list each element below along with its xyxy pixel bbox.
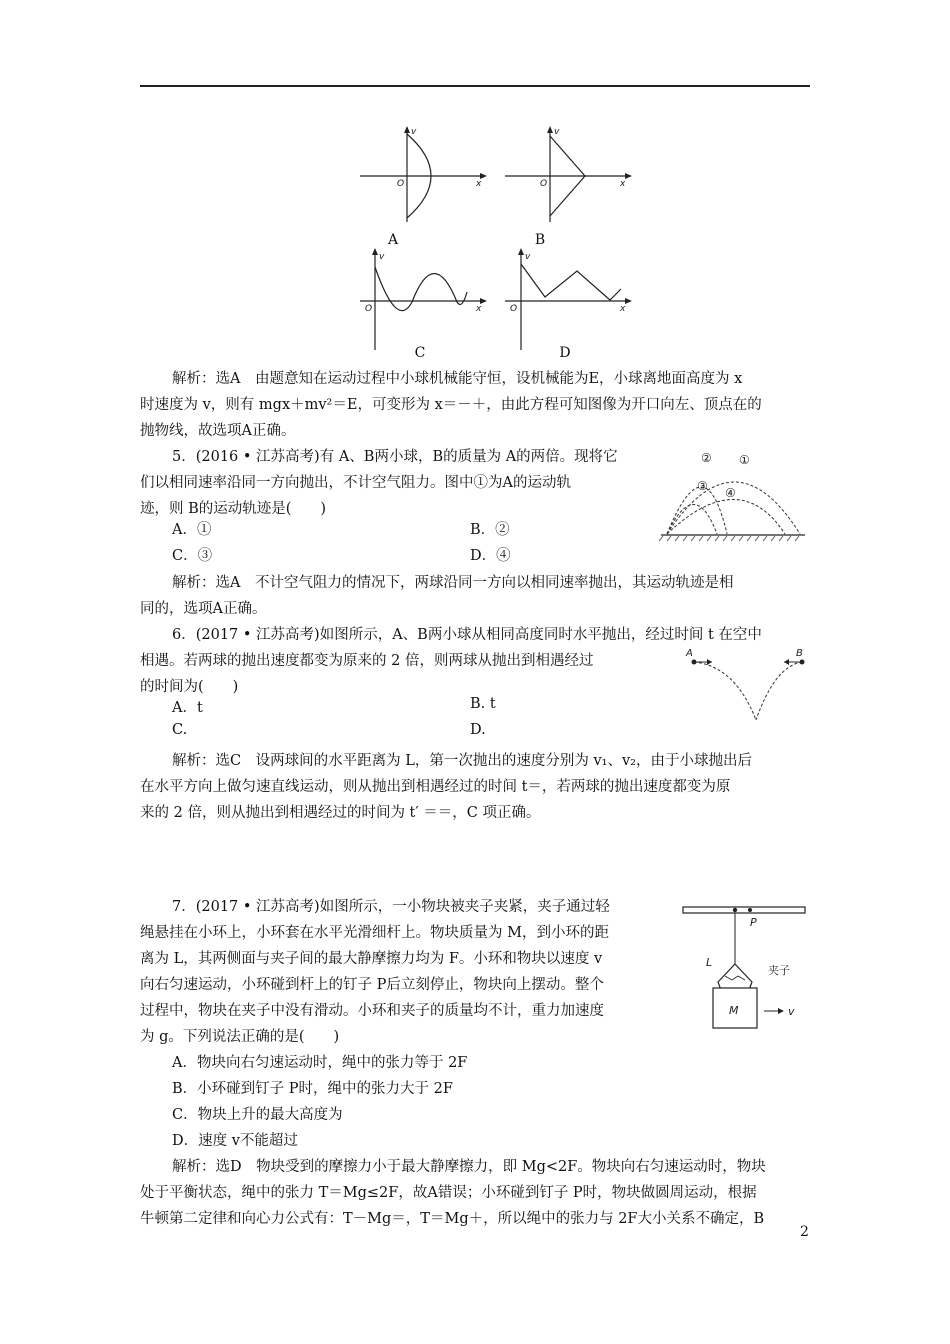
graph-b-origin: O — [540, 179, 548, 189]
q5-stem-line-2: 们以相同速率沿同一方向抛出，不计空气阻力。图中①为A的运动轨 — [140, 475, 571, 491]
graph-caption-a: A — [387, 232, 399, 248]
q6-option-b: B. t — [470, 696, 496, 712]
trajectory-label-1: ① — [739, 453, 750, 467]
q6-analysis-line-3: 来的 2 倍，则从抛出到相遇经过的时间为 t′ ＝＝，C 项正确。 — [140, 805, 541, 821]
graph-d-x-label: x — [620, 304, 626, 314]
header-rule — [140, 85, 810, 87]
q7-analysis-line-3: 牛顿第二定律和向心力公式有：T－Mg＝，T＝Mg＋，所以绳中的张力与 2F大小关系不确定，B — [140, 1211, 765, 1227]
q5-option-c: C．③ — [172, 548, 213, 564]
graph-d-origin: O — [510, 304, 518, 314]
q6-option-a: A．t — [172, 700, 203, 716]
q6-stem-line-1: 6．(2017 • 江苏高考)如图所示，A、B两小球从相同高度同时水平抛出，经过时间 t 在空中 — [172, 627, 762, 643]
q6-meeting-figure — [680, 644, 820, 726]
q5-analysis-line-1: 解析：选A 不计空气阻力的情况下，两球沿同一方向以相同速率抛出，其运动轨迹是相 — [172, 575, 734, 591]
q7-stem-line-6: 为 g。下列说法正确的是( ) — [140, 1029, 340, 1045]
q6-stem-line-2: 相遇。若两球的抛出速度都变为原来的 2 倍，则两球从抛出到相遇经过 — [140, 653, 594, 669]
q6-analysis-line-1: 解析：选C 设两球间的水平距离为 L，第一次抛出的速度分别为 v₁、v₂，由于小球抛出后 — [172, 753, 752, 769]
q7-stem-line-1: 7．(2017 • 江苏高考)如图所示，一小物块被夹子夹紧，夹子通过轻 — [172, 899, 610, 915]
graph-a-origin: O — [397, 179, 405, 189]
q7-option-b: B．小环碰到钉子 P时，绳中的张力大于 2F — [172, 1081, 453, 1097]
graph-c-x-label: x — [476, 304, 482, 314]
q7-stem-line-3: 离为 L，其两侧面与夹子间的最大静摩擦力均为 F。小环和物块以速度 v — [140, 951, 603, 967]
q6-analysis-line-2: 在水平方向上做匀速直线运动，则从抛出到相遇经过的时间 t＝，若两球的抛出速度都变为原 — [140, 779, 731, 795]
q5-analysis-line-2: 同的，选项A正确。 — [140, 601, 267, 617]
q7-velocity-label: v — [788, 1005, 795, 1018]
q7-analysis-line-1: 解析：选D 物块受到的摩擦力小于最大静摩擦力，即 Mg<2F。物块向右匀速运动时，物块 — [172, 1159, 766, 1175]
q7-option-a: A．物块向右匀速运动时，绳中的张力等于 2F — [172, 1055, 468, 1071]
graph-caption-b: B — [534, 232, 546, 248]
q5-option-b: B．② — [470, 522, 510, 538]
graph-b-x-label: x — [620, 179, 626, 189]
graph-a-x-label: x — [476, 179, 482, 189]
q6-stem-line-3: 的时间为( ) — [140, 679, 239, 695]
q7-length-label: L — [706, 956, 713, 969]
q7-mass-label: M — [729, 1004, 739, 1017]
q7-stem-line-5: 过程中，物块在夹子中没有滑动。小环和夹子的质量均不计，重力加速度 — [140, 1003, 604, 1019]
q6-option-d: D. — [470, 722, 486, 738]
graph-a-v-label: v — [411, 127, 417, 137]
q7-nail-label: P — [750, 916, 757, 929]
page-number: 2 — [800, 1224, 809, 1240]
q7-analysis-line-2: 处于平衡状态，绳中的张力 T＝Mg≤2F，故A错误；小环碰到钉子 P时，物块做圆周运动，根据 — [140, 1185, 757, 1201]
graph-d-v-label: v — [525, 252, 531, 262]
q6-ball-b-label: B — [796, 648, 803, 659]
q6-option-c: C. — [172, 722, 188, 738]
q7-clip-figure — [680, 898, 810, 1030]
q4-analysis-line-3: 抛物线，故选项A正确。 — [140, 423, 296, 439]
graph-b-v-label: v — [554, 127, 560, 137]
trajectory-label-2: ② — [701, 451, 712, 465]
q4-analysis-line-1: 解析：选A 由题意知在运动过程中小球机械能守恒，设机械能为E，小球离地面高度为 x — [172, 371, 743, 387]
q7-option-c: C．物块上升的最大高度为 — [172, 1107, 343, 1123]
q5-stem-line-1: 5．(2016 • 江苏高考)有 A、B两小球，B的质量为 A的两倍。现将它 — [172, 449, 618, 465]
q4-analysis-line-2: 时速度为 v，则有 mgx＋mv²＝E，可变形为 x＝－＋，由此方程可知图像为开口向左、顶点在的 — [140, 397, 762, 413]
graph-c-v-label: v — [379, 252, 385, 262]
graph-caption-c: C — [414, 345, 426, 361]
q5-option-a: A．① — [172, 522, 212, 538]
graph-c-origin: O — [365, 304, 373, 314]
q7-stem-line-4: 向右匀速运动，小环碰到杆上的钉子 P后立刻停止，物块向上摆动。整个 — [140, 977, 604, 993]
q7-stem-line-2: 绳悬挂在小环上，小环套在水平光滑细杆上。物块质量为 M，到小环的距 — [140, 925, 609, 941]
q5-trajectory-figure — [655, 440, 815, 550]
q5-option-d: D．④ — [470, 548, 511, 564]
q6-ball-a-label: A — [686, 648, 693, 659]
q7-option-d: D．速度 v不能超过 — [172, 1133, 298, 1149]
q5-stem-line-3: 迹，则 B的运动轨迹是( ) — [140, 501, 327, 517]
q7-clip-label: 夹子 — [768, 964, 790, 977]
trajectory-label-4: ④ — [725, 486, 736, 500]
trajectory-label-3: ③ — [697, 479, 708, 493]
graph-caption-d: D — [559, 345, 571, 361]
